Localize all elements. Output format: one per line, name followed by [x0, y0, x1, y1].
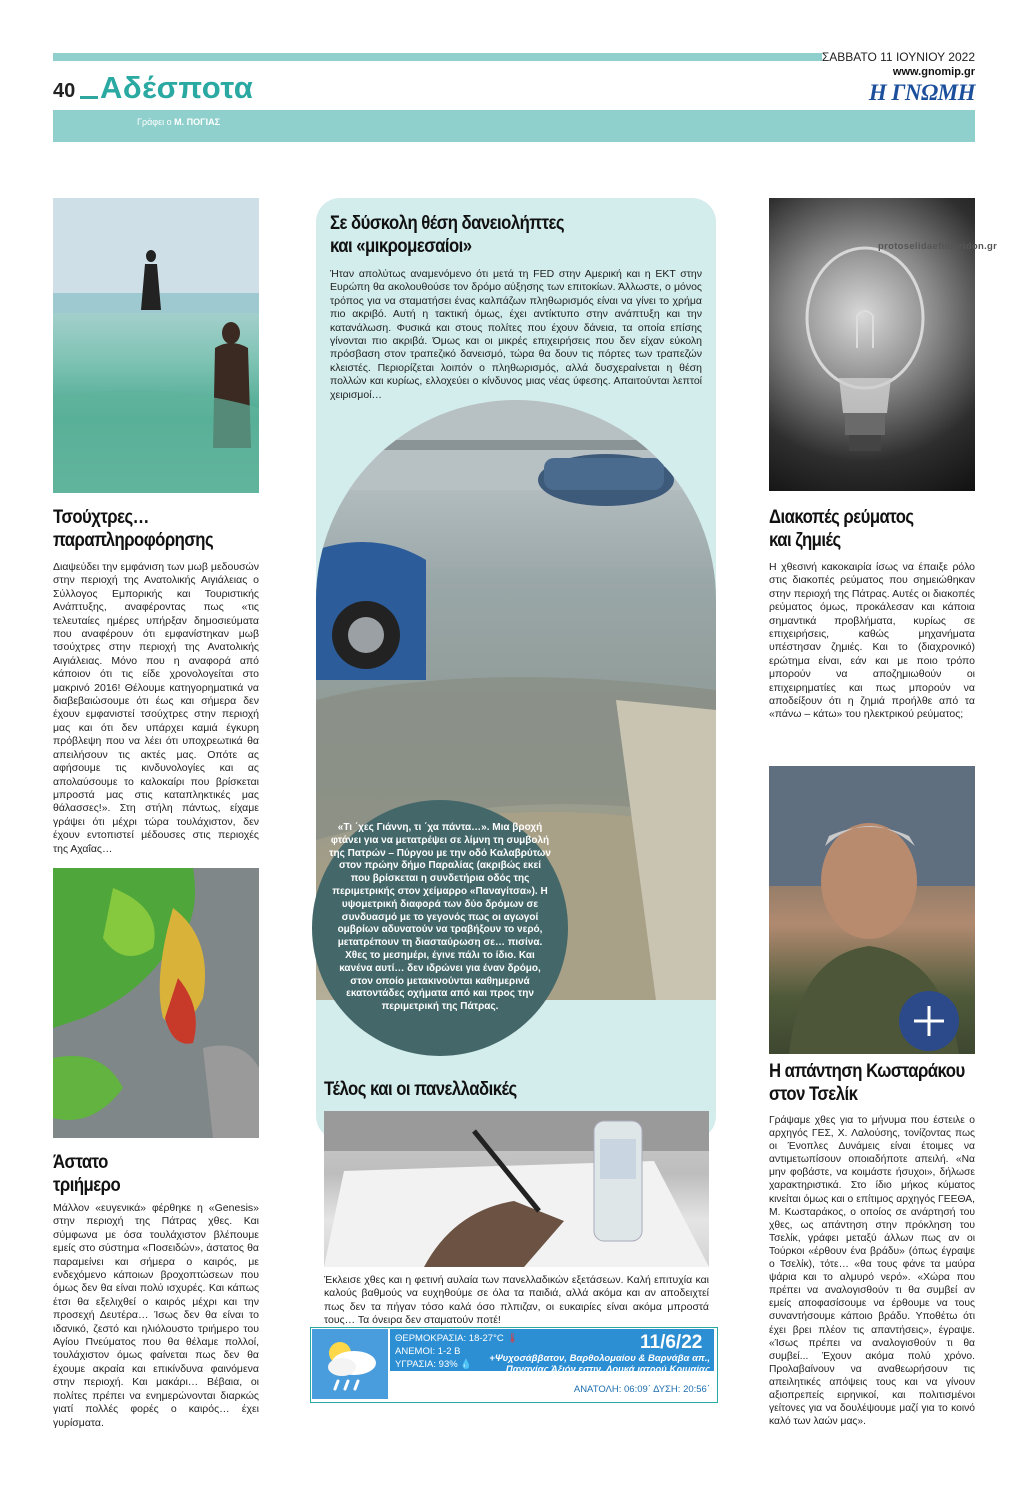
kostarakos-headline-line-2: στον Τσελίκ [769, 1084, 858, 1105]
borrowers-headline-line-2: και «μικρομεσαίοι» [330, 236, 472, 257]
borrowers-headline-line-1: Σε δύσκολη θέση δανειολήπτες [330, 213, 565, 234]
weather-wind: ΑΝΕΜΟΙ: 1-2 B [395, 1346, 461, 1357]
swimmers-photo [53, 198, 259, 493]
weather-date: 11/6/22 [640, 1332, 703, 1353]
watermark: protoselidaefimeridon.gr [878, 241, 998, 252]
exams-headline: Τέλος και οι πανελλαδικές [324, 1079, 517, 1100]
weather-article-headline [53, 1151, 255, 1197]
sunrise-sunset: ΑΝΑΤΟΛΗ: 06:09΄ ΔΥΣΗ: 20:56΄ [573, 1384, 710, 1395]
issue-date: ΣΑΒΒΑΤΟ 11 ΙΟΥΝΙΟΥ 2022 [821, 50, 975, 64]
general-portrait-photo [769, 766, 975, 1054]
power-headline [769, 506, 971, 552]
exams-photo [324, 1111, 709, 1267]
jellyfish-headline [53, 506, 255, 552]
kostarakos-body: Γράψαμε χθες για το μήνυμα που έστειλε ο αρχηγός ΓΕΣ, Χ. Λαλούσης, τονίζοντας πως οι Ένοπλες Δυνάμεις είναι έτοιμες να αντιμετωπίσουν οποιαδήποτε απειλή. «Να μην φοβάστε, να κοιμάστε ήσυχοι», δήλωσε χαρακτηριστικά. Στο ίδιο μήκος κύματος κινείται όμως και ο επίτιμος αρχηγός ΓΕΕΘΑ, Μ. Κωσταράκος, ο οποίος σε ανάρτησή του χθες, ως απάντηση στην πρόκληση του Τσελίκ, γράφει μεταξύ άλλων πως αν οι Τούρκοι «έρθουν ένα βράδυ» (όπως έγραψε ο Τσελίκ), τότε… «θα τους φάνε τα μαύρα ψάρια και το αλμυρό νερό». «Χώρα που πρέπει να αναλογισθούν τι θα συμβεί αν εμείς αποφασίσουμε να έρθουμε να τους συναντήσουμε κάποιο βράδυ. Υποθέτω ότι έχει βρει πλέον τις απαντήσεις», έγραψε. «Ίσως πρέπει να αναλογισθούν τι θα συμβεί... Έχουν ακόμα πολύ χρόνο. Προλαβαίνουν να αναθεωρήσουν τις απειλητικές απόψεις τους και να γίνουν αξιοπρεπείς ειρηνικοί, και πολιτισμένοι γείτονες για να δουλέψουμε μαζί για το κοινό καλό των λαών μας». [769, 1115, 975, 1428]
borrowers-headline [330, 212, 700, 258]
kostarakos-headline-line-1: Η απάντηση Κωσταράκου [769, 1061, 965, 1082]
kostarakos-headline [769, 1060, 980, 1106]
page-number-underline [80, 96, 98, 99]
power-headline-line-2: και ζημιές [769, 530, 841, 551]
section-title: Αδέσποτα [100, 70, 254, 105]
weather-article-body: Μάλλον «ευγενικά» φέρθηκε η «Genesis» στην περιοχή της Πάτρας χθες. Και σύμφωνα με όσα τουλάχιστον βλέπουμε εμείς στο σύστημα «Ποσειδών», άστατος θα παραμείνει και σήμερα ο καιρός, με ενδεχόμενο κάποιων βροχοπτώσεων που όμως δεν θα είναι πολύ ισχυρές. Και κάπως έτσι θα εξελιχθεί ο καιρός μέχρι και την προσεχή Δευτέρα… Ίσως δεν θα είναι το ιδανικό, ζεστό και ηλιόλουστο τριήμερο του Αγίου Πνεύματος που θα θέλαμε πολλοί, τουλάχιστον όμως φαίνεται πως δεν θα έχουμε ακραία και επικίνδυνα φαινόμενα στην περιοχή. Και μακάρι… Βέβαια, οι πολίτες πρέπει να ενημερώνονται διαρκώς γιατί πολλές φορές ο καιρός… έχει γυρίσματα. [53, 1202, 259, 1429]
exams-body: Έκλεισε χθες και η φετινή αυλαία των πανελλαδικών εξετάσεων. Καλή επιτυχία και καλούς βαθμούς να ευχηθούμε σε όλα τα παιδιά, αλλά ακόμα και αν αποδειχτεί πως δεν τα πήγαν τόσο καλά όσο πλπιζαν, οι ευκαιρίες είναι ακόμα μπροστά τους… Τα όνειρα δεν σταματούν ποτέ! [324, 1274, 709, 1327]
weather-humidity: ΥΓΡΑΣΙΑ: 93% 💧 [395, 1359, 473, 1370]
borrowers-body: Ήταν απολύτως αναμενόμενο ότι μετά τη FED στην Αμερική και η ΕΚΤ στην Ευρώπη θα ακολουθούσε τον δρόμο αύξησης των επιτοκίων. Άλλωστε, ο μόνος τρόπος για να σταματήσει ένας καλπάζων πληθωρισμός είναι να γίνει το χρήμα πιο ακριβό. Αυτή η τακτική όμως, έχει αντίκτυπο στην ανάπτυξη και την κατανάλωση. Φυσικά και στους πολίτες που έχουν δάνεια, τα οποία επίσης γίνονται πιο ακριβά. Όμως και οι μικρές επιχειρήσεις που δεν είχαν εύκολη πρόσβαση στον τραπεζικό δανεισμό, τώρα θα δουν τις πόρτες των τραπεζών κλειστές. Περιορίζεται λοιπόν ο πληθωρισμός, αλλά δυσχεραίνεται η θέση πολλών και κυρίως, ελλοχεύει ο κίνδυνος μιας νέας ύφεσης. Απαιτούνται λεπτοί χειρισμοί… [330, 268, 702, 401]
newspaper-logo: Η ΓΝΩΜΗ [868, 80, 975, 105]
byline-prefix: Γράφει ο [137, 117, 172, 127]
saints-of-day: +Ψυχοσάββατον, Βαρθολομαίου & Βαρνάβα απ., Παναγίας Άξιόν εστιν, Λουκά ιατρού Κριμαίας [489, 1353, 710, 1375]
top-color-band [53, 53, 822, 61]
website[interactable]: www.gnomip.gr [892, 66, 975, 78]
thermometer-icon: 🌡 [506, 1333, 519, 1344]
weather-article-headline-line-2: τριήμερο [53, 1175, 121, 1196]
byline [137, 117, 220, 127]
weather-article-headline-line-1: Άστατο [53, 1152, 108, 1173]
page-number: 40 [53, 80, 76, 102]
jellyfish-headline-line-2: παραπληροφόρησης [53, 530, 214, 551]
power-body: Η χθεσινή κακοκαιρία ίσως να έπαιξε ρόλο στις διακοπές ρεύματος που σημειώθηκαν στην περιοχή της Πάτρας. Αυτές οι διακοπές ρεύματος όμως, προκάλεσαν και κάποια σημαντικά προβλήματα, κυρίως σε επιχειρήσεις, καθώς μηχανήματα υπέστησαν ζημιές. Και το (διαχρονικό) ερώτημα είναι, εάν και με ποιο τρόπο μπορούν να αποζημιωθούν οι επιχειρηματίες και πως μπορούν να αποδείξουν ότι η ζημιά προήλθε από τα «πάνω – κάτω» του ηλεκτρικού ρεύματος; [769, 561, 975, 721]
power-headline-line-1: Διακοπές ρεύματος [769, 507, 914, 528]
partly-cloudy-rain-icon [312, 1329, 388, 1399]
water-drop-icon: 💧 [460, 1359, 473, 1370]
jellyfish-headline-line-1: Τσούχτρες… [53, 507, 149, 528]
weather-temperature: ΘΕΡΜΟΚΡΑΣΙΑ: 18-27°C 🌡 [395, 1333, 519, 1344]
weather-map-photo [53, 868, 259, 1138]
byline-author: Μ. ΠΟΓΙΑΣ [174, 117, 220, 127]
jellyfish-body: Διαψεύδει την εμφάνιση των μωβ μεδουσών στην περιοχή της Ανατολικής Αιγιάλειας ο Σύλλογος Εμπορικής και Τουριστικής Ανάπτυξης, αναφέροντας πως «τις τελευταίες ημέρες υπήρξαν δημοσιεύματα που αναφέρουν ότι εμφανίστηκαν μωβ τσούχτρες στην περιοχή της Ανατολικής Αιγιάλειας. Μόνο που η αναφορά από κάποιον ότι τις είδε χρονολογείται στο μακρινό 2016! Θέλουμε κατηγορηματικά να διαβεβαιώσουμε ότι έως και σήμερα δεν έχουν εμφανιστεί τσούχτρες στην περιοχή μας και ότι δεν υπάρχει καμιά έγκυρη πρόβλεψη που να λέει ότι υποχρεωτικά θα απειλήσουν τις ακτές μας. Οπότε ας αφήσουμε τις κινδυνολογίες και ας απολαύσουμε το καλοκαίρι που βρίσκεται μπροστά μας στις καταπληκτικές μας θάλασσες!». Στη στήλη πάντως, είχαμε γράψει ότι μέχρι τώρα τουλάχιστον, δεν έχουν εντοπιστεί μέδουσες στις περιοχές της Αχαΐας… [53, 561, 259, 855]
flood-quote-text: «Τι ΄χες Γιάννη, τι ΄χα πάντα…». Μια βροχή φτάνει για να μετατρέψει σε λίμνη τη συμβολή της Πατρών – Πύργου με την οδό Καλαβρύτων στον πρώην δήμο Παραλίας (ακριβώς εκεί που βρίσκεται η συνδετήρια οδός της περιμετρικής στον χείμαρρο «Παναγίτσα»). Η υψομετρική διαφορά των δύο δρόμων σε συνδυασμό με το γεγονός πως οι αγωγοί ομβρίων αδυνατούν να τραβήξουν το νερό, μετατρέπουν τη διασταύρωση σε… πισίνα. Χθες το μεσημέρι, έγινε πάλι το ίδιο. Και κανένα αυτί… δεν ιδρώνει για έναν δρόμο, στον οποίο μετακινούνται καθημερινά εκατοντάδες οχήματα από και προς την περιμετρική της Πάτρας. [329, 822, 551, 1013]
